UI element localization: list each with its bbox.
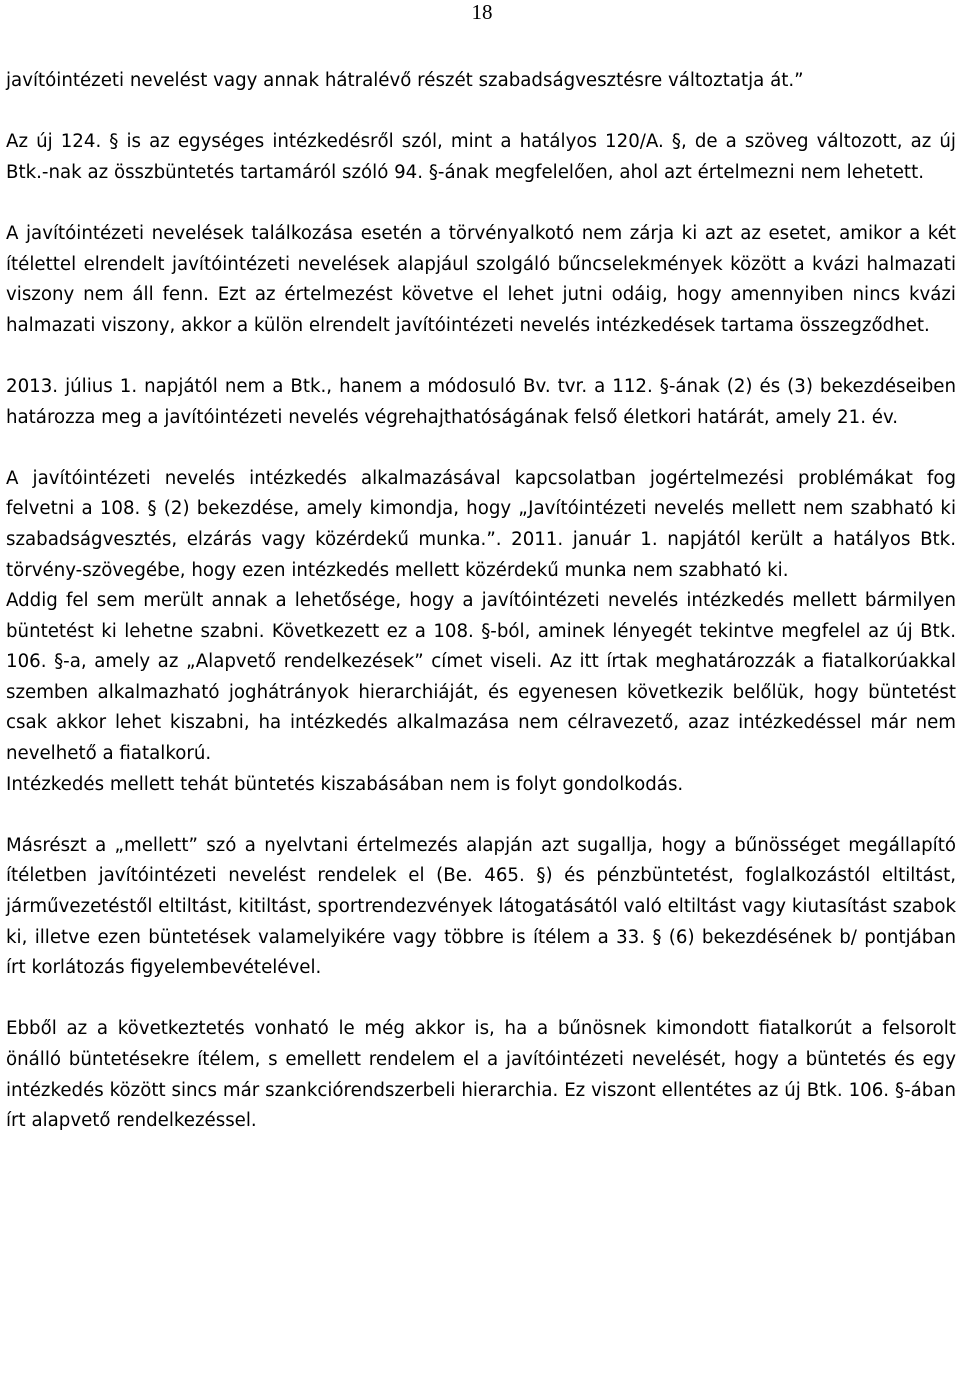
paragraph-1: javítóintézeti nevelést vagy annak hátralévő részét szabadságvesztésre változtatja át.”	[6, 70, 804, 91]
paragraph-3: A javítóintézeti nevelések találkozása esetén a törvényalkotó nem zárja ki azt az esetet, amikor a két ítélettel elrendelt javítóintézeti nevelések alapjául szolgáló bűncselekmények között a kvázi halmazati viszony nem áll fenn. Ezt az értelmezést követve el lehet jutni odáig, hogy amennyiben nincs kvázi halmazati viszony, akkor a külön elrendelt javítóintézeti nevelés intézkedések tartama összegződhet.	[6, 222, 956, 336]
paragraph-2: Az új 124. § is az egységes intézkedésről szól, mint a hatályos 120/A. §, de a szöveg változott, az új Btk.-nak az összbüntetés tartamáról szóló 94. §-ának megfelelően, ahol azt értelmezni nem lehetett.	[6, 131, 956, 183]
paragraph-4: 2013. július 1. napjától nem a Btk., hanem a módosuló Bv. tvr. a 112. §-ának (2) és (3) bekezdéseiben határozza meg a javítóintézeti nevelés végrehajthatóságának felső életkori határát, amely 21. év.	[6, 375, 956, 428]
paragraph-8: Másrészt a „mellett” szó a nyelvtani értelmezés alapján azt sugallja, hogy a bűnösséget megállapító ítéletben javítóintézeti nevelést rendelek el (Be. 465. §) és pénzbüntetést, foglalkozástól eltiltást, járművezetéstől eltiltást, kitiltást, sportrendezvények látogatásától való eltiltást vagy kiutasítást szabok ki, illetve ezen büntetések valamelyikére vagy többre is ítélem a 33. § (6) bekezdésének b/ pontjában írt korlátozás figyelembevételével.	[6, 834, 956, 979]
paragraph-6: Addig fel sem merült annak a lehetősége, hogy a javítóintézeti nevelés intézkedés mellett bármilyen büntetést ki lehetne szabni. Következett ez a 108. §-ból, aminek lényegét tekintve megfelel az új Btk. 106. §-a, amely az „Alapvető rendelkezések” címet viseli. Az itt írtak meghatározzák a fiatalkorúakkal szemben alkalmazható joghátrányok hierarchiáját, és egyenesen következik belőlük, hogy büntetést csak akkor lehet kiszabni, ha intézkedés alkalmazása nem célravezető, azaz intézkedéssel már nem nevelhető a fiatalkorú.	[6, 590, 956, 765]
paragraph-9: Ebből az a következtetés vonható le még akkor is, ha a bűnösnek kimondott fiatalkorút a felsorolt önálló büntetésekre ítélem, s emellett rendelem el a javítóintézeti nevelését, hogy a büntetés és egy intézkedés között sincs már szankciórendszerbeli hierarchia. Ez viszont ellentétes az új Btk. 106. §-ában írt alapvető rendelkezéssel.	[6, 1018, 956, 1132]
paragraph-7: Intézkedés mellett tehát büntetés kiszabásában nem is folyt gondolkodás.	[6, 773, 684, 795]
paragraph-5: A javítóintézeti nevelés intézkedés alkalmazásával kapcsolatban jogértelmezési problémákat fog felvetni a 108. § (2) bekezdése, amely kimondja, hogy „Javítóintézeti nevelés mellett nem szabható ki szabadságvesztés, elzárás vagy közérdekű munka.”. 2011. január 1. napjától került a hatályos Btk. törvény-szövegébe, hogy ezen intézkedés mellett közérdekű munka nem szabható ki.	[6, 467, 956, 581]
page-number: 18	[471, 0, 493, 24]
document-body	[6, 66, 956, 1137]
